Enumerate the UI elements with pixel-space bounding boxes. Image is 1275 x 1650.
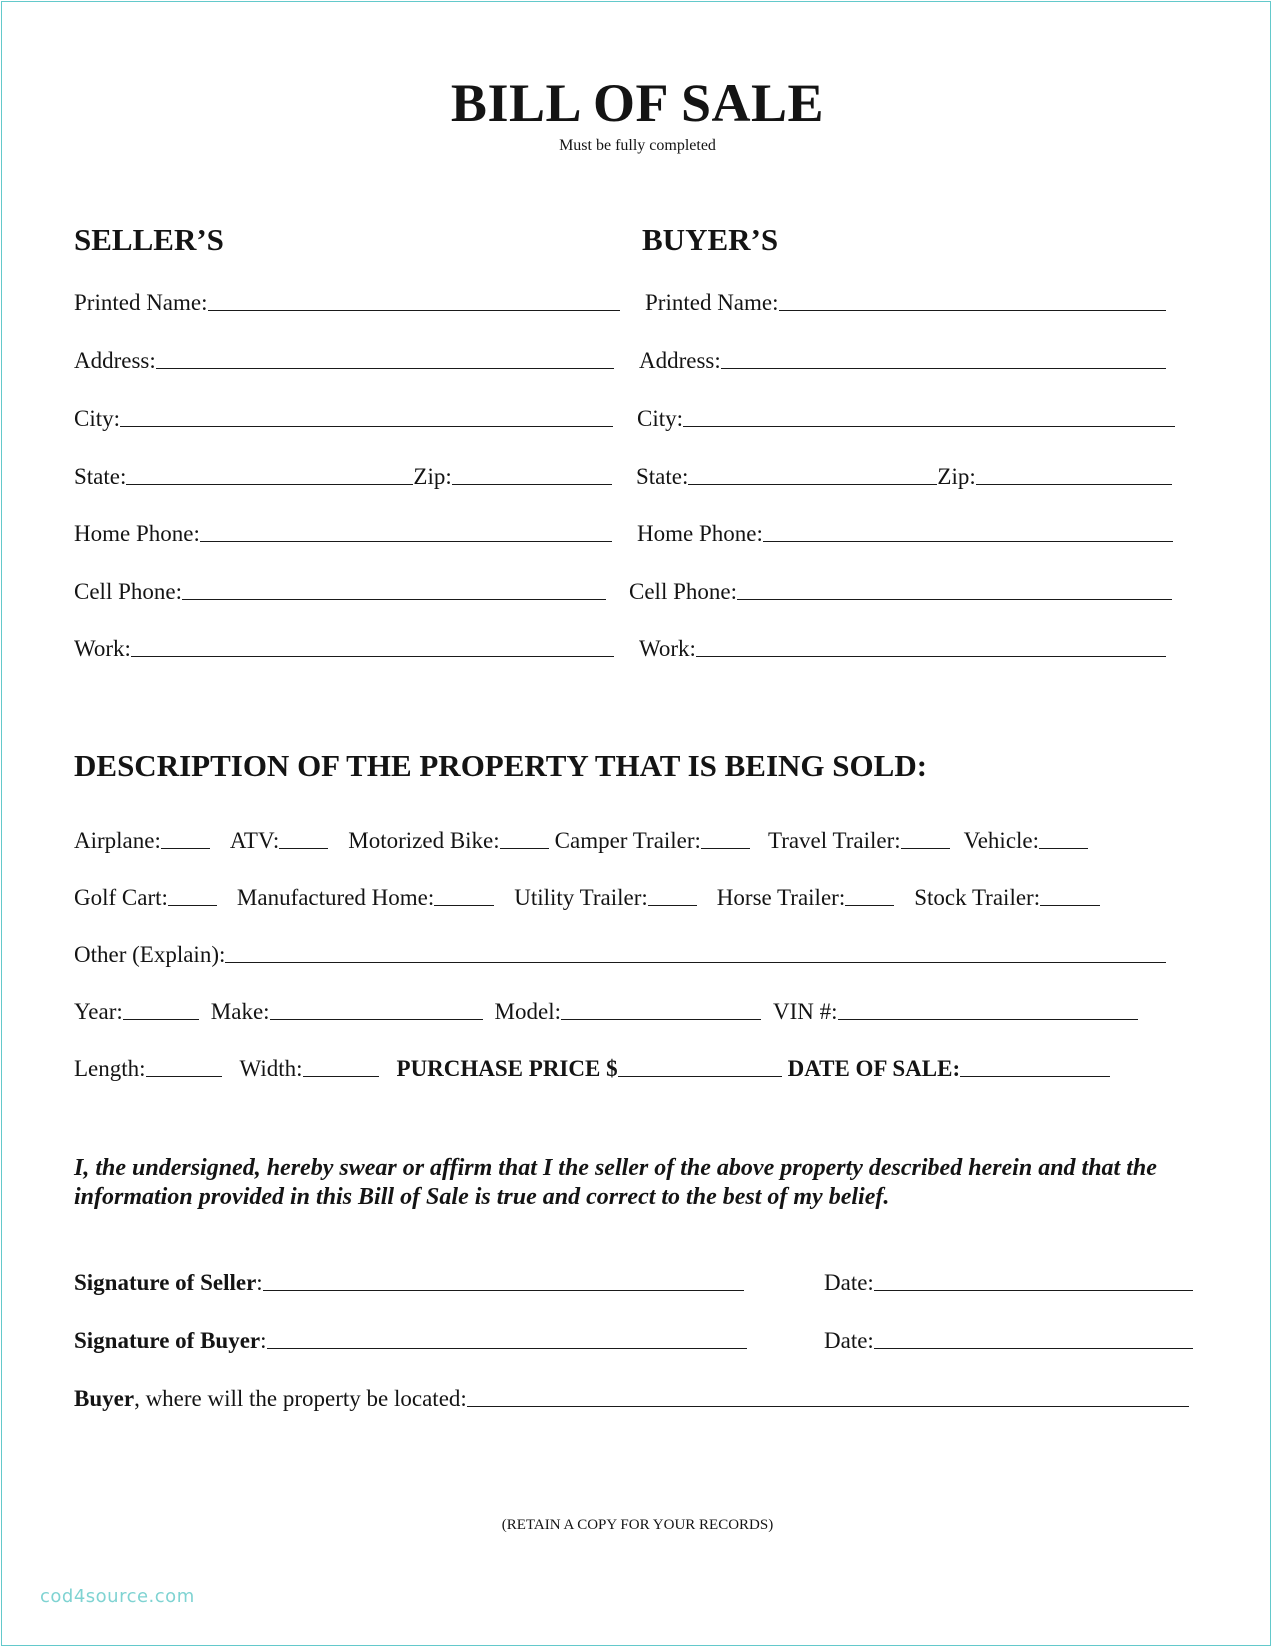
watermark: cod4source.com [40,1586,195,1607]
buyer-cell-phone-line[interactable] [737,599,1172,600]
seller-work-field[interactable] [74,630,614,660]
type-horse-trailer-label: Horse Trailer: [716,885,846,910]
buyer-state-zip-field[interactable] [636,458,1172,488]
seller-cell-phone-line[interactable] [182,599,606,600]
type-atv-label: ATV: [229,828,280,853]
property-location-field[interactable] [74,1380,1189,1410]
buyer-address-field[interactable] [639,342,1166,372]
buyer-printed-name-line[interactable] [779,310,1167,311]
buyer-city-label: City: [637,406,684,431]
document-title: BILL OF SALE [450,73,825,133]
property-location-label: , where will the property be located: [134,1386,467,1411]
buyer-cell-phone-field[interactable] [629,573,1172,603]
date-of-sale-label: DATE OF SALE: [787,1056,961,1081]
other-explain-line[interactable] [225,962,1166,963]
buyer-signature-line[interactable] [267,1348,747,1349]
buyer-signature-label: Signature of Buyer [74,1328,261,1353]
buyer-address-line[interactable] [721,368,1166,369]
buyer-address-label: Address: [639,348,721,373]
buyer-home-phone-label: Home Phone: [637,521,763,546]
seller-work-label: Work: [74,636,131,661]
type-camper-trailer-label: Camper Trailer: [554,828,701,853]
buyer-date-field[interactable] [824,1322,1193,1352]
property-types-row-2 [74,879,1174,909]
type-stock-trailer-line[interactable] [1040,905,1100,906]
vin-line[interactable] [838,1019,1138,1020]
buyer-printed-name-field[interactable] [645,284,1166,314]
type-vehicle-line[interactable] [1039,848,1088,849]
type-motorized-bike-line[interactable] [500,848,549,849]
seller-heading: SELLER’S [74,222,224,257]
seller-date-label: Date: [824,1270,874,1295]
seller-cell-phone-label: Cell Phone: [74,579,182,604]
seller-signature-colon: : [256,1270,263,1295]
affirmation-statement: I, the undersigned, hereby swear or affirm that I the seller of the above property described herein and that the information provided in this Bill of Sale is true and correct to the best of my belief. [74,1155,1157,1210]
buyer-state-label: State: [636,464,689,489]
property-heading: DESCRIPTION OF THE PROPERTY THAT IS BEING SOLD: [74,748,928,783]
make-line[interactable] [270,1019,483,1020]
type-airplane-label: Airplane: [74,828,161,853]
seller-home-phone-line[interactable] [200,541,612,542]
seller-signature-field[interactable] [74,1264,744,1294]
seller-signature-line[interactable] [263,1290,744,1291]
seller-zip-label: Zip: [413,464,452,489]
type-stock-trailer-label: Stock Trailer: [914,885,1041,910]
buyer-zip-line[interactable] [976,484,1172,485]
other-explain-label: Other (Explain): [74,942,226,967]
width-line[interactable] [303,1076,379,1077]
type-travel-trailer-label: Travel Trailer: [767,828,901,853]
type-camper-trailer-line[interactable] [701,848,750,849]
property-other-field[interactable] [74,936,1166,966]
seller-printed-name-line[interactable] [208,310,621,311]
buyer-state-line[interactable] [688,484,937,485]
buyer-home-phone-field[interactable] [637,515,1173,545]
type-vehicle-label: Vehicle: [963,828,1040,853]
type-golf-cart-line[interactable] [168,905,217,906]
seller-printed-name-label: Printed Name: [74,290,208,315]
seller-printed-name-field[interactable] [74,284,620,314]
buyer-date-label: Date: [824,1328,874,1353]
seller-address-label: Address: [74,348,156,373]
property-dimensions-price-row [74,1050,1174,1080]
type-manufactured-home-label: Manufactured Home: [236,885,435,910]
type-travel-trailer-line[interactable] [901,848,950,849]
retain-copy-note: (RETAIN A COPY FOR YOUR RECORDS) [501,1517,774,1533]
buyer-work-label: Work: [639,636,696,661]
width-label: Width: [239,1056,303,1081]
buyer-city-line[interactable] [683,426,1175,427]
seller-state-line[interactable] [126,484,413,485]
length-line[interactable] [146,1076,222,1077]
seller-date-field[interactable] [824,1264,1193,1294]
seller-address-line[interactable] [156,368,614,369]
type-airplane-line[interactable] [161,848,210,849]
purchase-price-line[interactable] [618,1076,782,1077]
buyer-signature-colon: : [260,1328,267,1353]
date-of-sale-line[interactable] [960,1076,1110,1077]
buyer-heading: BUYER’S [642,222,779,257]
seller-address-field[interactable] [74,342,614,372]
length-label: Length: [74,1056,146,1081]
model-label: Model: [494,999,561,1024]
property-year-make-row [74,993,1174,1023]
seller-home-phone-label: Home Phone: [74,521,200,546]
seller-city-field[interactable] [74,400,613,430]
property-location-label-bold: Buyer [74,1386,135,1411]
type-atv-line[interactable] [279,848,328,849]
seller-signature-label: Signature of Seller [74,1270,257,1295]
buyer-signature-field[interactable] [74,1322,747,1352]
type-utility-trailer-line[interactable] [648,905,697,906]
buyer-date-line[interactable] [874,1348,1193,1349]
seller-state-label: State: [74,464,127,489]
buyer-city-field[interactable] [637,400,1175,430]
seller-cell-phone-field[interactable] [74,573,606,603]
buyer-work-line[interactable] [696,656,1166,657]
buyer-home-phone-line[interactable] [763,541,1173,542]
buyer-cell-phone-label: Cell Phone: [629,579,737,604]
type-golf-cart-label: Golf Cart: [74,885,168,910]
model-line[interactable] [561,1019,761,1020]
vin-label: VIN #: [773,999,838,1024]
seller-city-label: City: [74,406,121,431]
type-motorized-bike-label: Motorized Bike: [348,828,500,853]
type-utility-trailer-label: Utility Trailer: [514,885,648,910]
buyer-zip-label: Zip: [937,464,976,489]
seller-state-zip-field[interactable] [74,458,612,488]
type-horse-trailer-line[interactable] [845,905,894,906]
buyer-work-field[interactable] [639,630,1166,660]
document-subtitle: Must be fully completed [559,137,716,154]
make-label: Make: [210,999,270,1024]
purchase-price-label: PURCHASE PRICE $ [396,1056,618,1081]
property-location-line[interactable] [467,1406,1189,1407]
seller-city-line[interactable] [120,426,613,427]
seller-work-line[interactable] [131,656,614,657]
property-types-row-1 [74,822,1174,852]
seller-home-phone-field[interactable] [74,515,612,545]
year-line[interactable] [123,1019,199,1020]
buyer-printed-name-label: Printed Name: [645,290,779,315]
type-manufactured-home-line[interactable] [434,905,494,906]
year-label: Year: [74,999,123,1024]
seller-zip-line[interactable] [452,484,612,485]
seller-date-line[interactable] [874,1290,1193,1291]
